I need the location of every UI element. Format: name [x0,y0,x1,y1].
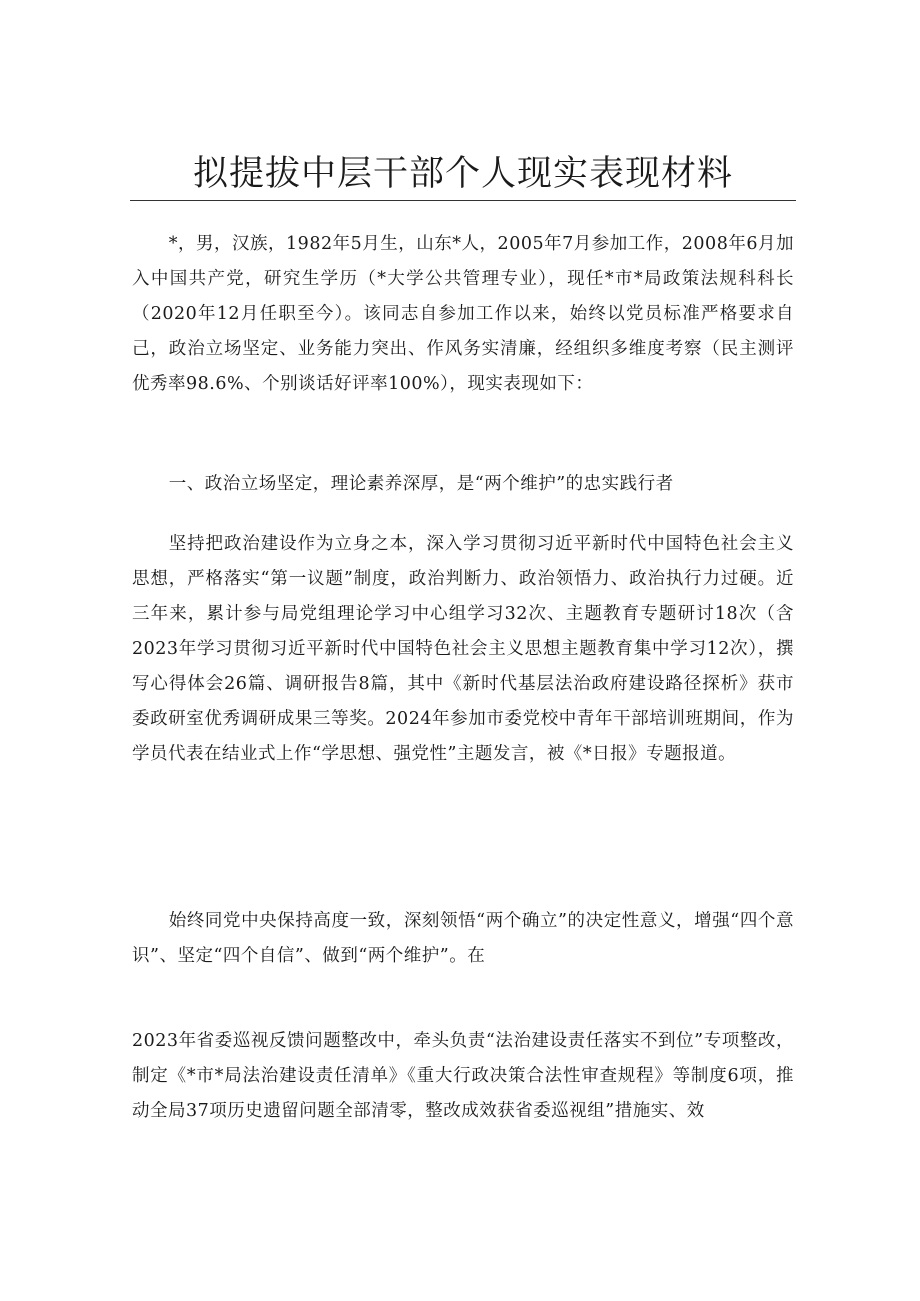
section-1-paragraph-2: 始终同党中央保持高度一致，深刻领悟“两个确立”的决定性意义，增强“四个意识”、坚定“四个自信”、做到“两个维护”。在 [132,911,794,966]
intro-paragraph: *，男，汉族，1982年5月生，山东*人，2005年7月参加工作，2008年6月加入中国共产党，研究生学历（*大学公共管理专业），现任*市*局政策法规科科长（2020年12月任职至今）。该同志自参加工作以来，始终以党员标准严格要求自己，政治立场坚定、业务能力突出、作风务实清廉，经组织多维度考察（民主测评优秀率98.6%、个别谈话好评率100%），现实表现如下： [132,234,794,394]
document-title: 拟提拔中层干部个人现实表现材料 [192,154,733,194]
section-1-paragraph-3: 2023年省委巡视反馈问题整改中，牵头负责“法治建设责任落实不到位”专项整改，制定《*市*局法治建设责任清单》《重大行政决策合法性审查规程》等制度6项，推动全局37项历史遗留问题全部清零，整改成效获省委巡视组”措施实、效 [132,1031,794,1121]
section-1-heading-block [132,467,794,502]
intro-block [132,227,794,402]
section-1-heading: 一、政治立场坚定，理论素养深厚，是“两个维护”的忠实践行者 [168,474,674,494]
section-1-paragraph-2-block [132,904,794,974]
section-1-paragraph-1: 坚持把政治建设作为立身之本，深入学习贯彻习近平新时代中国特色社会主义思想，严格落实“第一议题”制度，政治判断力、政治领悟力、政治执行力过硬。近三年来，累计参与局党组理论学习中心组学习32次、主题教育专题研讨18次（含2023年学习贯彻习近平新时代中国特色社会主义思想主题教育集中学习12次），撰写心得体会26篇、调研报告8篇，其中《新时代基层法治政府建设路径探析》获市委政研室优秀调研成果三等奖。2024年参加市委党校中青年干部培训班期间，作为学员代表在结业式上作“学思想、强党性”主题发言，被《*日报》专题报道。 [132,534,794,764]
section-1-paragraph-3-block [132,1024,794,1129]
title-underline [130,200,796,201]
section-1-paragraph-1-block [132,527,794,772]
